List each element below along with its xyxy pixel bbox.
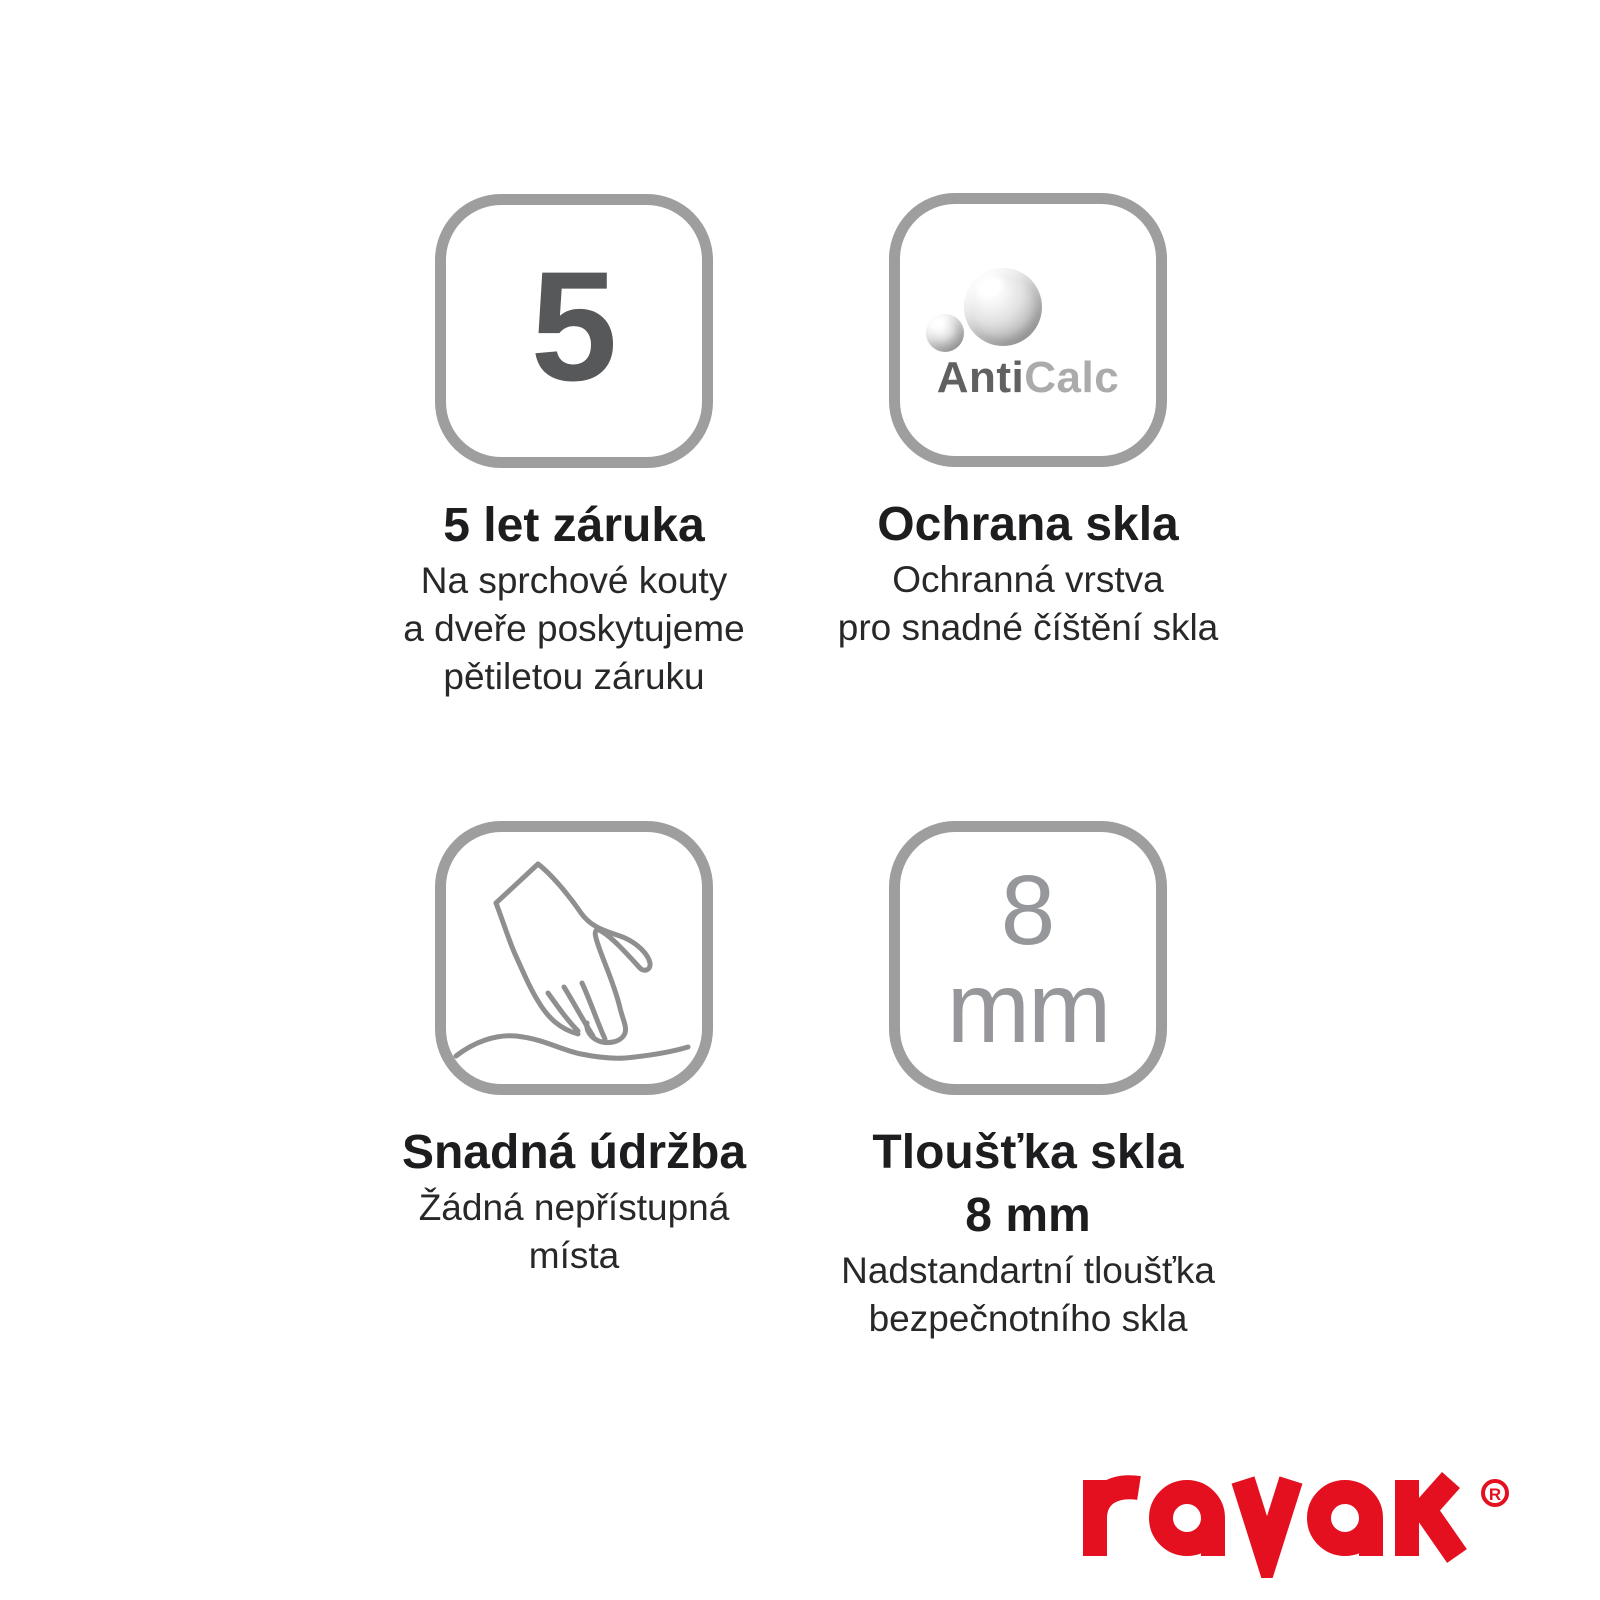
registered-mark-icon <box>1483 1481 1507 1505</box>
wiping-hand-icon <box>446 832 702 1084</box>
thickness-unit: mm <box>946 952 1110 1064</box>
anticalc-anti-text: Anti <box>936 353 1025 402</box>
subtitle-line: Nadstandartní tloušťka <box>841 1250 1215 1291</box>
subtitle-line: Na sprchové kouty <box>420 560 728 601</box>
water-drop-icon <box>926 314 964 352</box>
subtitle-line: bezpečnotního skla <box>868 1298 1188 1339</box>
svg-text:R: R <box>1488 1485 1502 1504</box>
feature-title-line2: 8 mm <box>965 1189 1091 1242</box>
thickness-8mm-icon <box>946 855 1110 1064</box>
water-drop-icon <box>964 268 1042 346</box>
feature-title: 5 let záruka <box>443 499 705 552</box>
subtitle-line: pětiletou záruku <box>443 656 705 697</box>
thickness-value: 8 <box>1000 855 1056 965</box>
feature-easy-maintenance <box>314 821 834 1280</box>
feature-title: Snadná údržba <box>401 1126 747 1179</box>
feature-title: Tloušťka skla <box>872 1126 1184 1179</box>
feature-glass-protection <box>768 193 1288 652</box>
feature-glass-thickness <box>768 821 1288 1343</box>
feature-warranty <box>314 194 834 701</box>
subtitle-line: Žádná nepřístupná <box>418 1187 730 1228</box>
subtitle-line: pro snadné číštění skla <box>837 607 1219 648</box>
easy-maintenance-badge <box>435 821 713 1095</box>
anticalc-wordmark <box>900 353 1156 402</box>
feature-subtitle <box>768 556 1288 652</box>
feature-subtitle <box>314 557 834 701</box>
feature-subtitle <box>768 1247 1288 1343</box>
anticalc-calc-text: Calc <box>1024 353 1120 402</box>
subtitle-line: Ochranná vrstva <box>892 559 1164 600</box>
subtitle-line: a dveře poskytujeme <box>403 608 745 649</box>
anticalc-badge <box>889 193 1167 467</box>
warranty-badge <box>435 194 713 468</box>
subtitle-line: místa <box>528 1235 620 1276</box>
glass-thickness-badge <box>889 821 1167 1095</box>
feature-title: Ochrana skla <box>877 498 1179 551</box>
number-5-icon: 5 <box>530 240 618 414</box>
feature-subtitle <box>314 1184 834 1280</box>
